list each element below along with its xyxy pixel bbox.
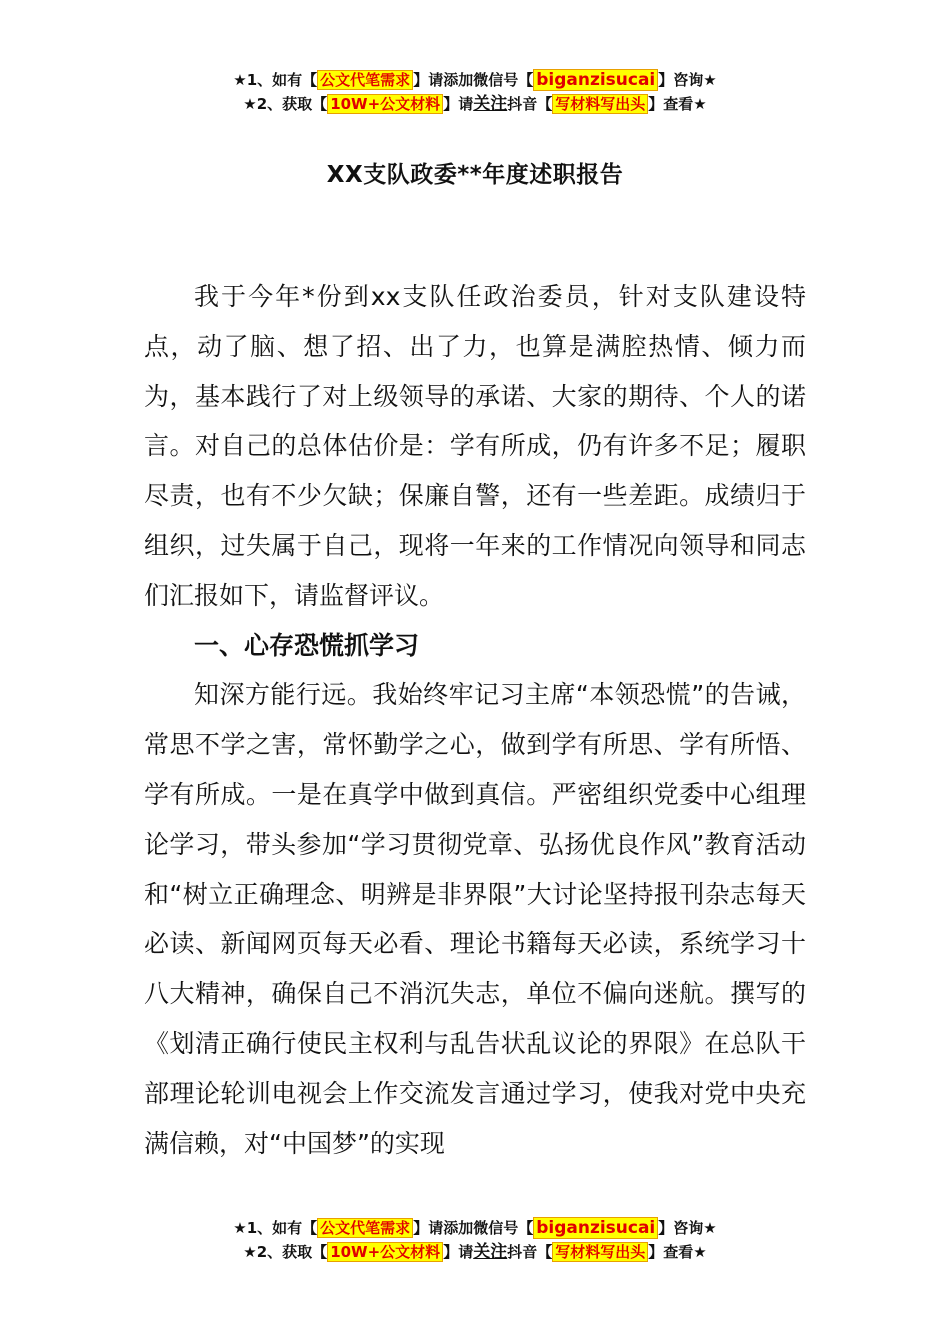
document-body: [144, 272, 806, 1168]
highlight-materials: 10W+公文材料: [327, 94, 443, 114]
highlight-douyin-account: 写材料写出头: [552, 94, 648, 114]
promo-line-2: ★2、获取【 10W+公文材料 】请关注抖音【 写材料写出头 】查看★: [243, 1242, 707, 1262]
paragraph-intro: 我于今年*份到xx支队任政治委员，针对支队建设特点，动了脑、想了招、出了力，也算是满腔热情、倾力而为，基本践行了对上级领导的承诺、大家的期待、个人的诺言。对自己的总体估价是：学有所成，仍有许多不足；履职尽责，也有不少欠缺；保廉自警，还有一些差距。成绩归于组织，过失属于自己，现将一年来的工作情况向领导和同志们汇报如下，请监督评议。: [144, 282, 806, 610]
paragraph-section-1: 知深方能行远。我始终牢记习主席“本领恐慌”的告诫，常思不学之害，常怀勤学之心，做到学有所思、学有所悟、学有所成。一是在真学中做到真信。严密组织党委中心组理论学习，带头参加“学习贯彻党章、弘扬优良作风”教育活动和“树立正确理念、明辨是非界限”大讨论坚持报刊杂志每天必读、新闻网页每天必看、理论书籍每天必读，系统学习十八大精神，确保自己不消沉失志，单位不偏向迷航。撰写的《划清正确行使民主权利与乱告状乱议论的界限》在总队干部理论轮训电视会上作交流发言通过学习，使我对党中央充满信赖，对“中国梦”的实现: [144, 680, 806, 1158]
promo-line-2: ★2、获取【 10W+公文材料 】请关注抖音【 写材料写出头 】查看★: [243, 94, 707, 114]
promo-line-1: ★1、如有【 公文代笔需求 】请添加微信号【 biganzisucai 】咨询★: [233, 70, 717, 90]
promo-line-1: ★1、如有【 公文代笔需求 】请添加微信号【 biganzisucai 】咨询★: [233, 1218, 717, 1238]
highlight-wechat-id: biganzisucai: [533, 1217, 658, 1239]
highlight-wechat-id: biganzisucai: [533, 69, 658, 91]
promo-banner-bottom: [0, 1216, 950, 1264]
document-title: XX支队政委**年度述职报告: [326, 162, 624, 188]
follow-text: 关注: [473, 1242, 508, 1262]
highlight-service: 公文代笔需求: [317, 1218, 413, 1238]
promo-banner-top: [0, 68, 950, 116]
highlight-service: 公文代笔需求: [317, 70, 413, 90]
section-heading-1: 一、心存恐慌抓学习: [194, 630, 420, 660]
highlight-materials: 10W+公文材料: [327, 1242, 443, 1262]
highlight-douyin-account: 写材料写出头: [552, 1242, 648, 1262]
follow-text: 关注: [473, 94, 508, 114]
